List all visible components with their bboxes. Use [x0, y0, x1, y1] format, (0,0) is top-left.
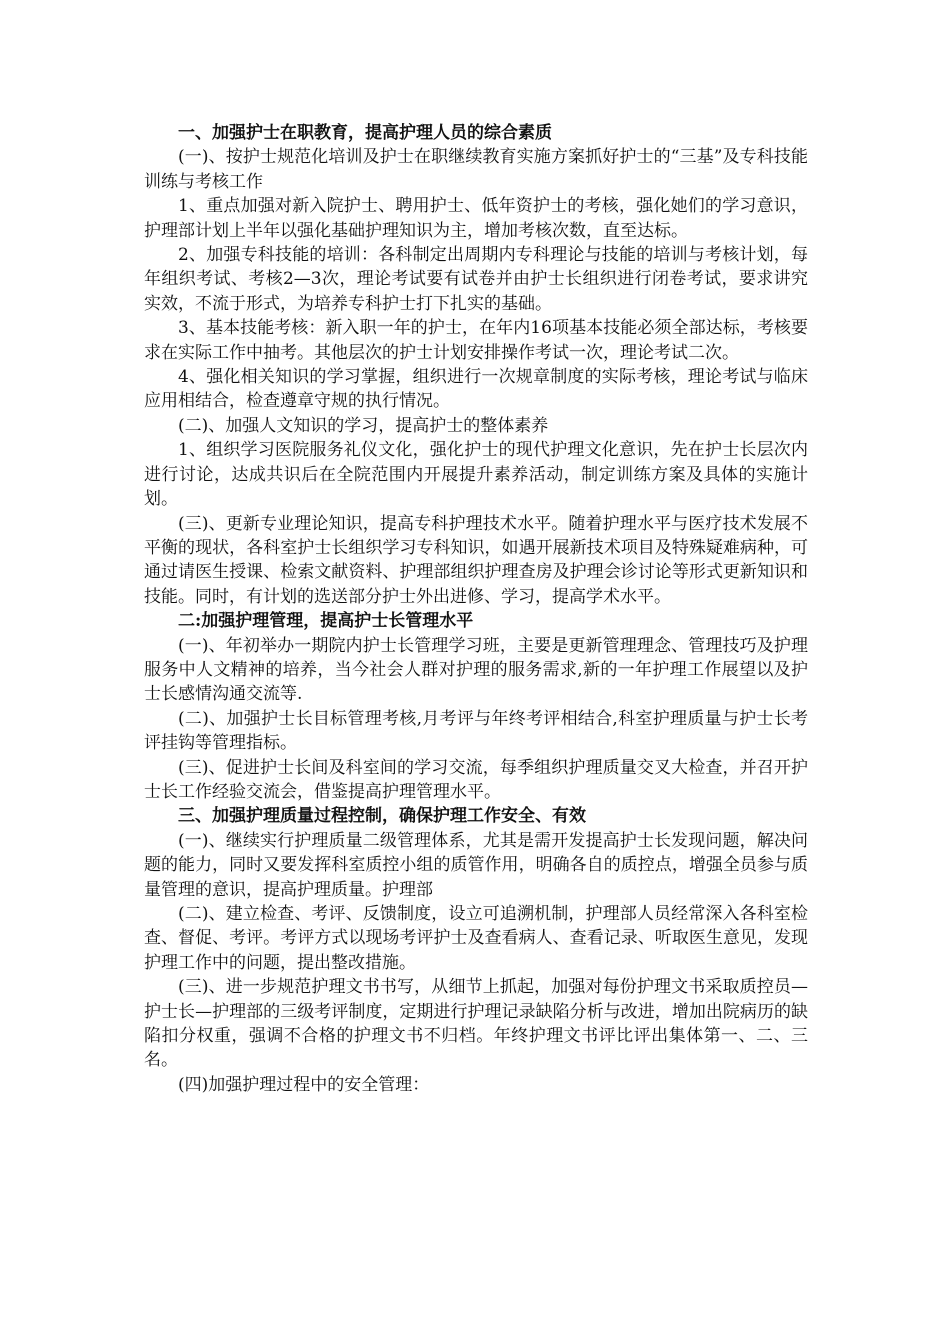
- paragraph: 1、组织学习医院服务礼仪文化，强化护士的现代护理文化意识，先在护士长层次内进行讨论，达成共识后在全院范围内开展提升素养活动，制定训练方案及具体的实施计划。: [144, 440, 808, 510]
- paragraph: (三)、促进护士长间及科室间的学习交流，每季组织护理质量交叉大检查，并召开护士长工作经验交流会，借鉴提高护理管理水平。: [144, 757, 808, 802]
- paragraph: (一)、按护士规范化培训及护士在职继续教育实施方案抓好护士的“三基”及专科技能训练与考核工作: [144, 147, 808, 192]
- section-heading-1: 一、加强护士在职教育，提高护理人员的综合素质: [178, 123, 552, 143]
- paragraph: (三)、更新专业理论知识，提高专科护理技术水平。随着护理水平与医疗技术发展不平衡的现状，各科室护士长组织学习专科知识，如遇开展新技术项目及特殊疑难病种，可通过请医生授课、检索文献资料、护理部组织护理查房及护理会诊讨论等形式更新知识和技能。同时，有计划的选送部分护士外出进修、学习，提高学术水平。: [144, 513, 808, 607]
- paragraph: 2、加强专科技能的培训：各科制定出周期内专科理论与技能的培训与考核计划，每年组织考试、考核2—3次，理论考试要有试卷并由护士长组织进行闭卷考试，要求讲究实效，不流于形式，为培养专科护士打下扎实的基础。: [144, 245, 808, 314]
- paragraph: (二)、加强人文知识的学习，提高护士的整体素养: [178, 415, 549, 436]
- paragraph: (二)、建立检查、考评、反馈制度，设立可追溯机制，护理部人员经常深入各科室检查、督促、考评。考评方式以现场考评护士及查看病人、查看记录、听取医生意见，发现护理工作中的问题，提出整改措施。: [144, 904, 808, 973]
- paragraph: 3、基本技能考核：新入职一年的护士，在年内16项基本技能必须全部达标，考核要求在实际工作中抽考。其他层次的护士计划安排操作考试一次，理论考试二次。: [144, 318, 808, 363]
- paragraph: (三)、进一步规范护理文书书写，从细节上抓起，加强对每份护理文书采取质控员—护士长—护理部的三级考评制度，定期进行护理记录缺陷分析与改进，增加出院病历的缺陷扣分权重，强调不合格的护理文书不归档。年终护理文书评比评出集体第一、二、三名。: [144, 977, 808, 1071]
- paragraph: (四)加强护理过程中的安全管理：: [178, 1074, 430, 1095]
- paragraph: 4、强化相关知识的学习掌握，组织进行一次规章制度的实际考核，理论考试与临床应用相结合，检查遵章守规的执行情况。: [144, 367, 808, 412]
- section-heading-3: 三、加强护理质量过程控制，确保护理工作安全、有效: [178, 806, 586, 827]
- paragraph: (二)、加强护士长目标管理考核,月考评与年终考评相结合,科室护理质量与护士长考评挂钩等管理指标。: [144, 708, 808, 754]
- paragraph: 1、重点加强对新入院护士、聘用护士、低年资护士的考核，强化她们的学习意识，护理部计划上半年以强化基础护理知识为主，增加考核次数，直至达标。: [144, 196, 808, 241]
- section-heading-2: 二:加强护理管理，提高护士长管理水平: [178, 611, 474, 632]
- paragraph: (一)、继续实行护理质量二级管理体系，尤其是需开发提高护士长发现问题，解决问题的能力，同时又要发挥科室质控小组的质管作用，明确各自的质控点，增强全员参与质量管理的意识，提高护理质量。护理部: [144, 830, 808, 900]
- paragraph: (一)、年初举办一期院内护士长管理学习班，主要是更新管理理念、管理技巧及护理服务中人文精神的培养，当今社会人群对护理的服务需求,新的一年护理工作展望以及护士长感情沟通交流等.: [144, 635, 808, 705]
- document-page: [144, 121, 808, 1097]
